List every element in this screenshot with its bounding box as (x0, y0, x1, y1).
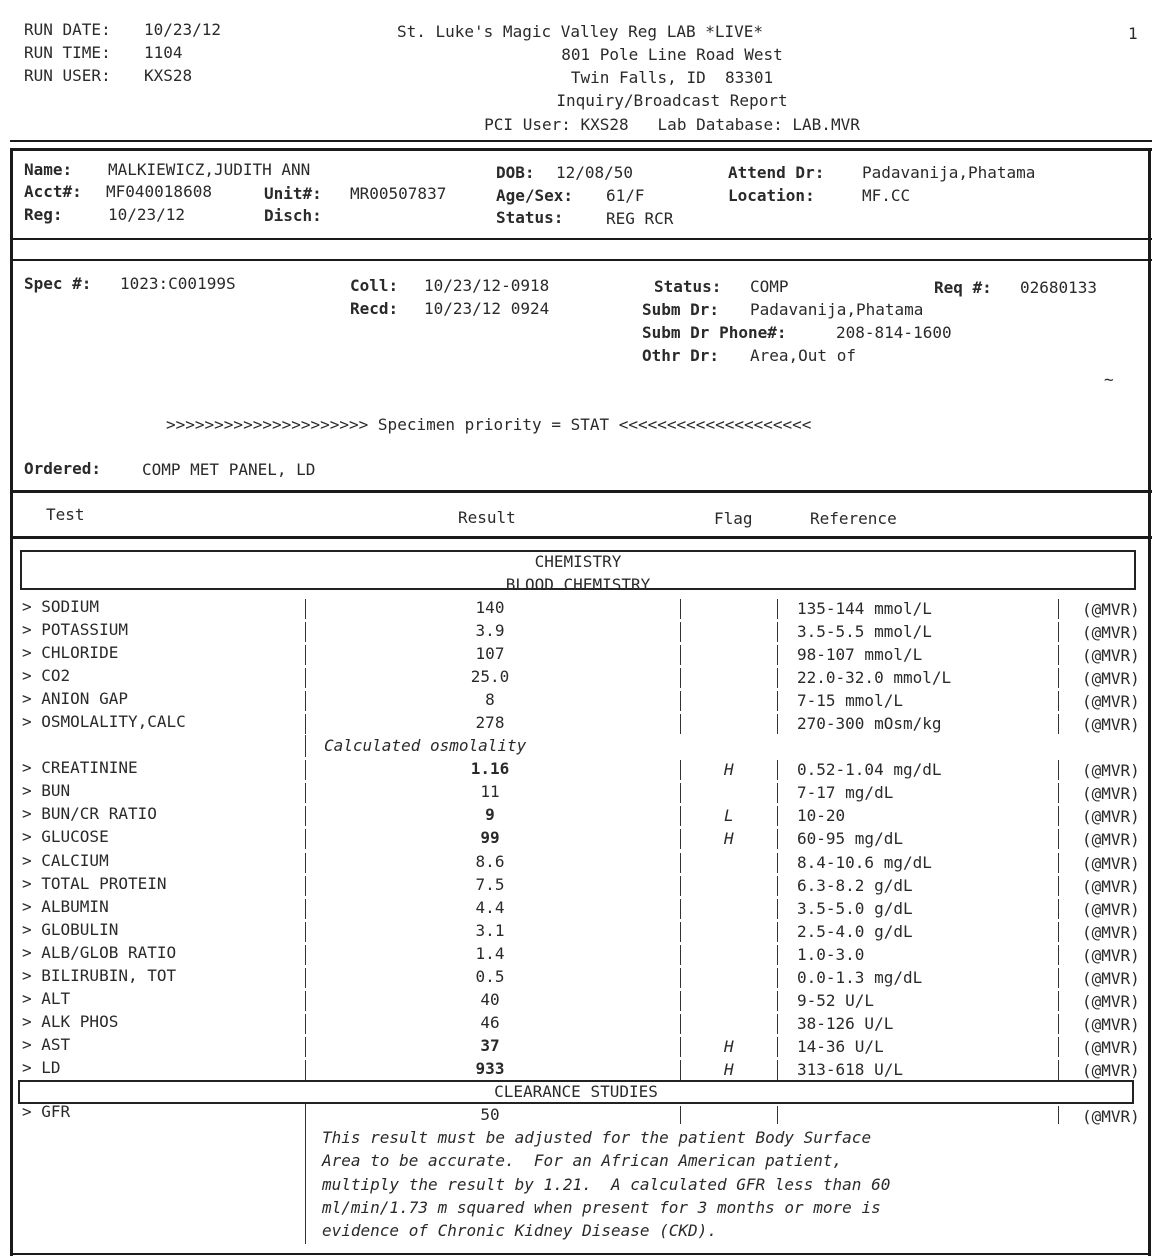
row-test: > GLUCOSE (22, 827, 109, 846)
row-reference: 0.0-1.3 mg/dL (797, 968, 923, 987)
row-result: 40 (480, 990, 500, 1009)
column-divider (680, 991, 681, 1011)
column-divider (680, 899, 681, 919)
recd-time: 10/23/12 0924 (424, 299, 550, 318)
column-divider (777, 991, 778, 1011)
row-result: 4.4 (475, 898, 505, 917)
column-divider (1058, 853, 1059, 873)
row-test: > ALT (22, 989, 71, 1008)
row-site: (@MVR) (1082, 715, 1140, 734)
row-result: 46 (480, 1013, 500, 1032)
row-site: (@MVR) (1082, 692, 1140, 711)
patient-name: MALKIEWICZ,JUDITH ANN (108, 160, 311, 179)
req-number: 02680133 (1020, 278, 1098, 297)
attend-dr: Padavanija,Phatama (862, 163, 1036, 182)
column-divider (305, 1060, 306, 1080)
column-divider (305, 645, 306, 665)
row-result: 140 (475, 598, 505, 617)
column-divider (777, 760, 778, 780)
column-divider (305, 714, 306, 734)
agesex: 61/F (606, 186, 645, 205)
row-site: (@MVR) (1082, 877, 1140, 896)
gfr-comment-2: Area to be accurate. For an African American patient, (322, 1151, 843, 1170)
row-result: 3.1 (475, 921, 505, 940)
unit-number: MR00507837 (350, 184, 447, 203)
column-divider (680, 1060, 681, 1080)
spec-label: Spec #: (24, 274, 92, 293)
row-reference: 38-126 U/L (797, 1014, 894, 1033)
row-reference: 7-15 mmol/L (797, 691, 903, 710)
lab-name: St. Luke's Magic Valley Reg LAB *LIVE* (396, 22, 764, 41)
row-reference: 9-52 U/L (797, 991, 875, 1010)
othr-dr: Area,Out of (750, 346, 856, 365)
row-result: 11 (480, 782, 500, 801)
row-flag: H (724, 1060, 734, 1079)
column-divider (1058, 1014, 1059, 1034)
column-divider (305, 735, 306, 757)
column-divider (1058, 645, 1059, 665)
row-test: > POTASSIUM (22, 620, 128, 639)
row-test: > CHLORIDE (22, 643, 119, 662)
disch-label: Disch: (264, 206, 322, 225)
col-flag: Flag (714, 509, 753, 528)
row-reference: 0.52-1.04 mg/dL (797, 760, 942, 779)
patient-status-label: Status: (496, 208, 564, 227)
row-test: > ALK PHOS (22, 1012, 119, 1031)
row-site: (@MVR) (1082, 969, 1140, 988)
row-reference: 1.0-3.0 (797, 945, 865, 964)
gfr-result: 50 (480, 1105, 500, 1124)
row-site: (@MVR) (1082, 900, 1140, 919)
column-divider (305, 991, 306, 1011)
column-divider (305, 760, 306, 780)
row-flag: H (724, 1037, 734, 1056)
row-reference: 2.5-4.0 g/dL (797, 922, 913, 941)
row-site: (@MVR) (1082, 600, 1140, 619)
phone-label: Subm Dr Phone#: (642, 323, 787, 342)
attend-label: Attend Dr: (728, 163, 825, 182)
acct-number: MF040018608 (106, 182, 212, 201)
row-site: (@MVR) (1082, 761, 1140, 780)
row-result: 3.9 (475, 621, 505, 640)
row-flag: H (724, 829, 734, 848)
row-reference: 7-17 mg/dL (797, 783, 894, 802)
row-result: 1.4 (475, 944, 505, 963)
column-divider (1058, 1060, 1059, 1080)
row-reference: 135-144 mmol/L (797, 599, 932, 618)
row-reference: 60-95 mg/dL (797, 829, 903, 848)
row-test: > TOTAL PROTEIN (22, 874, 167, 893)
run-date: 10/23/12 (144, 20, 222, 39)
col-result: Result (458, 508, 516, 527)
report-title: Inquiry/Broadcast Report (556, 91, 788, 110)
column-divider (305, 829, 306, 849)
section-title: CHEMISTRY (534, 552, 622, 571)
column-divider (1058, 968, 1059, 988)
req-label: Req #: (934, 278, 992, 297)
run-user: KXS28 (144, 66, 193, 85)
column-divider (777, 783, 778, 803)
column-divider (1058, 991, 1059, 1011)
column-divider (1058, 760, 1059, 780)
column-divider (680, 829, 681, 849)
column-divider (777, 945, 778, 965)
row-test: > ALBUMIN (22, 897, 109, 916)
specimen-priority: >>>>>>>>>>>>>>>>>>>>> Specimen priority = STAT <<<<<<<<<<<<<<<<<<<< (166, 415, 812, 434)
row-reference: 10-20 (797, 806, 846, 825)
tilde-mark: ~ (1104, 370, 1114, 389)
pci-user-line: PCI User: KXS28 Lab Database: LAB.MVR (484, 115, 860, 134)
column-divider (777, 806, 778, 826)
coll-time: 10/23/12-0918 (424, 276, 550, 295)
location: MF.CC (862, 186, 911, 205)
unit-label: Unit#: (264, 184, 322, 203)
recd-label: Recd: (350, 299, 399, 318)
row-site: (@MVR) (1082, 784, 1140, 803)
ordered-panel: COMP MET PANEL, LD (142, 460, 316, 479)
column-divider (777, 645, 778, 665)
column-divider (1058, 806, 1059, 826)
column-divider (305, 899, 306, 919)
column-divider (777, 829, 778, 849)
spec-number: 1023:C00199S (120, 274, 236, 293)
column-divider (305, 968, 306, 988)
row-test: > SODIUM (22, 597, 100, 616)
dob-label: DOB: (496, 163, 535, 182)
column-divider (777, 668, 778, 688)
run-time-label: RUN TIME: (24, 43, 111, 62)
column-divider (305, 876, 306, 896)
column-divider (777, 1060, 778, 1080)
row-test: > LD (22, 1058, 61, 1077)
row-test: > GLOBULIN (22, 920, 119, 939)
row-test: > BUN/CR RATIO (22, 804, 157, 823)
row-site: (@MVR) (1082, 669, 1140, 688)
gfr-comment-5: evidence of Chronic Kidney Disease (CKD). (322, 1221, 717, 1240)
column-divider (680, 922, 681, 942)
lab-address: 801 Pole Line Road West (561, 45, 783, 64)
column-divider (777, 922, 778, 942)
column-divider (305, 783, 306, 803)
column-divider (1058, 714, 1059, 734)
row-result: 0.5 (475, 967, 505, 986)
column-divider (777, 691, 778, 711)
row-reference: 6.3-8.2 g/dL (797, 876, 913, 895)
col-reference: Reference (810, 509, 897, 528)
row-site: (@MVR) (1082, 646, 1140, 665)
row-reference: 270-300 mOsm/kg (797, 714, 942, 733)
row-reference: 8.4-10.6 mg/dL (797, 853, 932, 872)
column-divider (305, 622, 306, 642)
lab-city: Twin Falls, ID 83301 (570, 68, 774, 87)
column-divider (1058, 783, 1059, 803)
column-divider (777, 968, 778, 988)
osmolality-comment: Calculated osmolality (324, 736, 527, 755)
column-divider (305, 1037, 306, 1057)
column-divider (1058, 899, 1059, 919)
row-result: 278 (475, 713, 505, 732)
column-divider (777, 899, 778, 919)
row-result: 8 (485, 690, 495, 709)
column-divider (1058, 922, 1059, 942)
column-divider (777, 1014, 778, 1034)
spec-status-label: Status: (654, 277, 722, 296)
column-divider (305, 853, 306, 873)
column-divider (680, 945, 681, 965)
column-divider (680, 853, 681, 873)
row-flag: L (724, 806, 734, 825)
row-test: > OSMOLALITY,CALC (22, 712, 186, 731)
row-test: > CREATININE (22, 758, 138, 777)
column-divider (305, 668, 306, 688)
column-divider (680, 968, 681, 988)
row-flag: H (724, 760, 734, 779)
row-result: 8.6 (475, 852, 505, 871)
gfr-comment-1: This result must be adjusted for the patient Body Surface (322, 1128, 872, 1147)
row-test: > BILIRUBIN, TOT (22, 966, 177, 985)
column-divider (1058, 945, 1059, 965)
location-label: Location: (728, 186, 815, 205)
column-divider (680, 1037, 681, 1057)
row-site: (@MVR) (1082, 992, 1140, 1011)
column-divider (680, 645, 681, 665)
row-site: (@MVR) (1082, 854, 1140, 873)
column-divider (680, 691, 681, 711)
row-site: (@MVR) (1082, 1061, 1140, 1080)
clearance-title: CLEARANCE STUDIES (494, 1082, 658, 1101)
row-test: > BUN (22, 781, 71, 800)
column-divider (680, 783, 681, 803)
agesex-label: Age/Sex: (496, 186, 574, 205)
row-reference: 14-36 U/L (797, 1037, 884, 1056)
column-divider (680, 599, 681, 619)
gfr-comment-3: multiply the result by 1.21. A calculated GFR less than 60 (322, 1175, 891, 1194)
column-divider (680, 668, 681, 688)
column-divider (777, 876, 778, 896)
acct-label: Acct#: (24, 182, 82, 201)
column-divider (305, 945, 306, 965)
page-number: 1 (1128, 24, 1138, 43)
row-test: > CO2 (22, 666, 71, 685)
subm-dr: Padavanija,Phatama (750, 300, 924, 319)
gfr-site: (@MVR) (1082, 1107, 1140, 1126)
column-divider (1058, 622, 1059, 642)
column-divider (1058, 599, 1059, 619)
column-divider (1058, 668, 1059, 688)
column-divider (777, 1037, 778, 1057)
column-divider (305, 806, 306, 826)
row-reference: 3.5-5.5 mmol/L (797, 622, 932, 641)
column-divider (305, 922, 306, 942)
ordered-label: Ordered: (24, 459, 102, 478)
row-site: (@MVR) (1082, 807, 1140, 826)
column-divider (777, 853, 778, 873)
run-date-label: RUN DATE: (24, 20, 111, 39)
row-result: 7.5 (475, 875, 505, 894)
row-site: (@MVR) (1082, 946, 1140, 965)
row-site: (@MVR) (1082, 1015, 1140, 1034)
row-result: 933 (475, 1059, 505, 1078)
row-test: > ALB/GLOB RATIO (22, 943, 177, 962)
row-result: 107 (475, 644, 505, 663)
column-divider (305, 1014, 306, 1034)
row-reference: 98-107 mmol/L (797, 645, 923, 664)
run-user-label: RUN USER: (24, 66, 111, 85)
row-result: 9 (485, 805, 495, 824)
row-site: (@MVR) (1082, 623, 1140, 642)
row-site: (@MVR) (1082, 923, 1140, 942)
reg-date: 10/23/12 (108, 205, 186, 224)
column-divider (305, 599, 306, 619)
column-divider (777, 714, 778, 734)
patient-status: REG RCR (606, 209, 674, 228)
subm-phone: 208-814-1600 (836, 323, 952, 342)
name-label: Name: (24, 160, 73, 179)
coll-label: Coll: (350, 276, 399, 295)
column-divider (1058, 1037, 1059, 1057)
column-divider (680, 760, 681, 780)
row-test: > AST (22, 1035, 71, 1054)
spec-status: COMP (750, 277, 789, 296)
row-test: > ANION GAP (22, 689, 128, 708)
row-result: 99 (480, 828, 500, 847)
column-divider (680, 714, 681, 734)
column-divider (305, 691, 306, 711)
column-divider (1058, 829, 1059, 849)
row-site: (@MVR) (1082, 830, 1140, 849)
column-divider (777, 622, 778, 642)
dob: 12/08/50 (556, 163, 634, 182)
column-divider (1058, 691, 1059, 711)
row-reference: 3.5-5.0 g/dL (797, 899, 913, 918)
reg-label: Reg: (24, 205, 63, 224)
row-site: (@MVR) (1082, 1038, 1140, 1057)
column-divider (680, 1014, 681, 1034)
othr-label: Othr Dr: (642, 346, 720, 365)
column-divider (680, 622, 681, 642)
section-subtitle: BLOOD CHEMISTRY (505, 575, 651, 594)
column-divider (680, 876, 681, 896)
row-result: 25.0 (470, 667, 510, 686)
gfr-comment-4: ml/min/1.73 m squared when present for 3 months or more is (322, 1198, 881, 1217)
row-result: 37 (480, 1036, 500, 1055)
col-test: Test (46, 505, 85, 524)
column-divider (777, 599, 778, 619)
subm-label: Subm Dr: (642, 300, 720, 319)
row-reference: 313-618 U/L (797, 1060, 903, 1079)
column-divider (680, 806, 681, 826)
row-result: 1.16 (470, 759, 510, 778)
column-divider (1058, 876, 1059, 896)
gfr-test: > GFR (22, 1102, 71, 1121)
row-reference: 22.0-32.0 mmol/L (797, 668, 952, 687)
run-time: 1104 (144, 43, 183, 62)
row-test: > CALCIUM (22, 851, 109, 870)
